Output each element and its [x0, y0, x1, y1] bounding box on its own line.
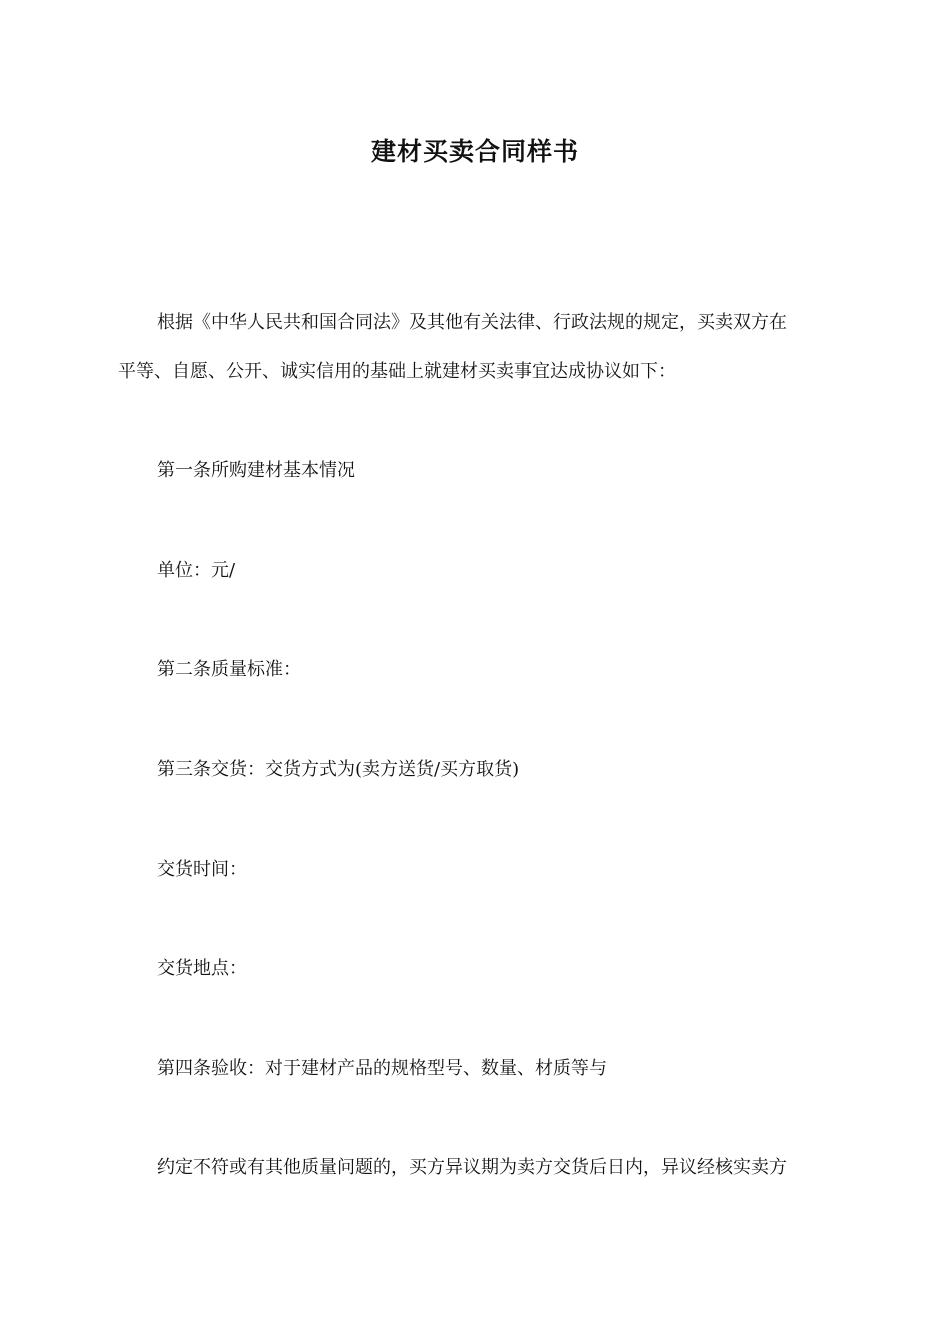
article-4-heading: 第四条验收：对于建材产品的规格型号、数量、材质等与	[157, 1058, 607, 1079]
unit-line: 单位：元/	[157, 560, 236, 581]
document-title: 建材买卖合同样书	[370, 137, 579, 166]
article-4-continuation: 约定不符或有其他质量问题的，买方异议期为卖方交货后日内，异议经核实卖方	[157, 1157, 787, 1178]
delivery-place-line: 交货地点：	[157, 958, 247, 979]
delivery-time-line: 交货时间：	[157, 859, 247, 880]
intro-paragraph-line-2: 平等、自愿、公开、诚实信用的基础上就建材买卖事宜达成协议如下：	[118, 361, 676, 382]
intro-paragraph-line-1: 根据《中华人民共和国合同法》及其他有关法律、行政法规的规定，买卖双方在	[157, 312, 787, 333]
article-2-heading: 第二条质量标准：	[157, 659, 301, 680]
article-1-heading: 第一条所购建材基本情况	[157, 460, 355, 481]
article-3-heading: 第三条交货：交货方式为(卖方送货/买方取货)	[157, 759, 520, 780]
